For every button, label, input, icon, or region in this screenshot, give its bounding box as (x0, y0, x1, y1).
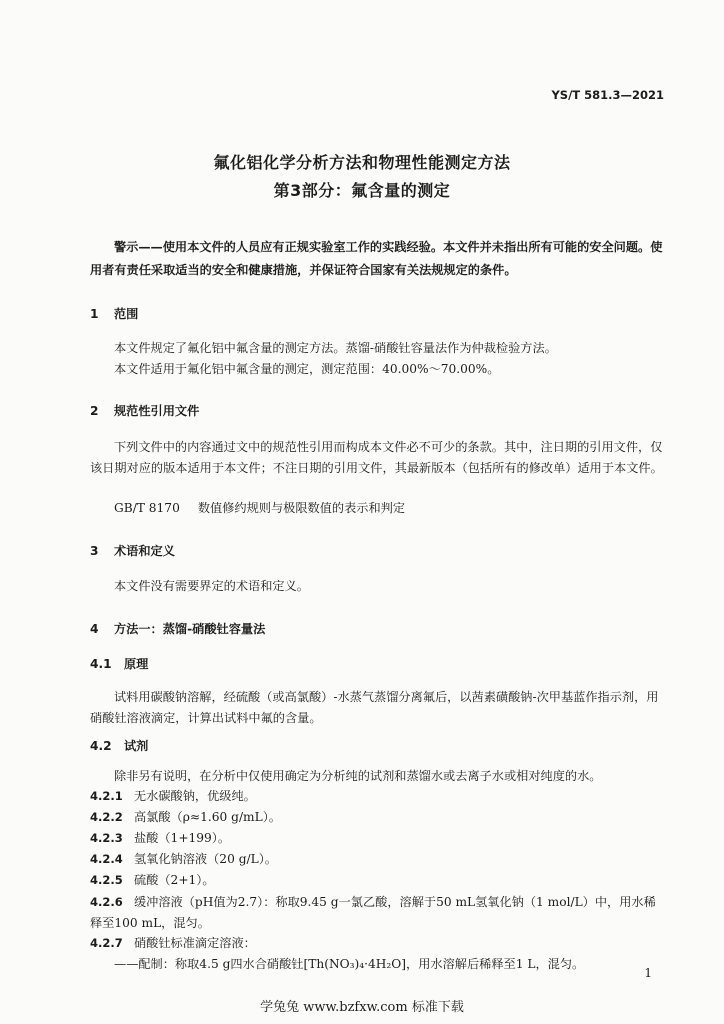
section-title: 规范性引用文件 (114, 404, 200, 418)
page-number: 1 (644, 966, 652, 980)
item-text: 硫酸（2+1）。 (134, 873, 215, 887)
reagent-item (90, 808, 281, 825)
subsection-heading-principle (90, 655, 148, 672)
subsection-number: 4.1 (90, 657, 112, 671)
reagent-item (90, 871, 215, 888)
paragraph: 下列文件中的内容通过文中的规范性引用而构成本文件必不可少的条款。其中，注日期的引用文件，仅该日期对应的版本适用于本文件；不注日期的引用文件，其最新版本（包括所有的修改单）适用于本文件。 (90, 440, 663, 475)
document-title: 氟化铝化学分析方法和物理性能测定方法 (213, 153, 511, 172)
paragraph: 本文件规定了氟化铝中氟含量的测定方法。蒸馏-硝酸钍容量法作为仲裁检验方法。 (114, 341, 557, 355)
reagent-item (90, 934, 256, 951)
item-number: 4.2.7 (90, 936, 123, 950)
item-text: 硝酸钍标准滴定溶液： (134, 936, 256, 950)
item-number: 4.2.5 (90, 873, 123, 887)
section-heading-method-one (90, 620, 265, 637)
paragraph: 试料用碳酸钠溶解，经硫酸（或高氯酸）-水蒸气蒸馏分离氟后，以茜素磺酸钠-次甲基蓝作指示剂，用硝酸钍溶液滴定，计算出试料中氟的含量。 (90, 690, 659, 725)
item-number: 4.2.2 (90, 810, 123, 824)
section-heading-terms (90, 542, 175, 559)
item-number: 4.2.3 (90, 831, 123, 845)
section-number: 2 (90, 404, 99, 418)
subsection-title: 试剂 (124, 739, 149, 753)
section-title: 术语和定义 (114, 544, 175, 558)
section-title: 方法一：蒸馏-硝酸钍容量法 (114, 622, 266, 636)
preparation-step: ——配制：称取4.5 g四水合硝酸钍[Th(NO₃)₄·4H₂O]，用水溶解后稀释至1 L，混匀。 (114, 957, 585, 971)
item-text: 缓冲溶液（pH值为2.7）：称取9.45 g一氯乙酸，溶解于50 mL氢氧化钠（1 mol/L）中，用水稀释至100 mL，混匀。 (90, 895, 656, 930)
section-heading-normative-references (90, 402, 199, 419)
reference-entry (114, 499, 405, 516)
footer-watermark: 学兔兔 www.bzfxw.com 标准下载 (260, 1000, 464, 1015)
item-text: 氢氧化钠溶液（20 g/L）。 (134, 852, 277, 866)
section-number: 3 (90, 544, 99, 558)
item-text: 高氯酸（ρ≈1.60 g/mL）。 (134, 810, 281, 824)
subsection-heading-reagents (90, 737, 148, 754)
subsection-title: 原理 (124, 657, 149, 671)
subsection-number: 4.2 (90, 739, 112, 753)
section-number: 1 (90, 307, 99, 321)
reagent-item (90, 850, 277, 867)
document-subtitle: 第3部分：氟含量的测定 (273, 181, 451, 200)
section-title: 范围 (114, 307, 139, 321)
item-number: 4.2.4 (90, 852, 123, 866)
reagent-item (90, 892, 664, 933)
section-heading-scope (90, 305, 138, 322)
paragraph: 本文件适用于氟化铝中氟含量的测定，测定范围：40.00%～70.00%。 (114, 362, 500, 376)
section-number: 4 (90, 622, 99, 636)
item-text: 无水碳酸钠，优级纯。 (134, 789, 256, 803)
reference-code: GB/T 8170 (114, 501, 180, 515)
item-number: 4.2.1 (90, 789, 123, 803)
paragraph: 本文件没有需要界定的术语和定义。 (114, 579, 309, 593)
reagent-item (90, 829, 230, 846)
standard-code: YS/T 581.3—2021 (551, 88, 664, 102)
item-number: 4.2.6 (90, 895, 123, 909)
paragraph: 除非另有说明，在分析中仅使用确定为分析纯的试剂和蒸馏水或去离子水或相对纯度的水。 (114, 769, 602, 783)
reference-title: 数值修约规则与极限数值的表示和判定 (197, 501, 406, 515)
item-text: 盐酸（1+199）。 (134, 831, 231, 845)
warning-notice: 警示——使用本文件的人员应有正规实验室工作的实践经验。本文件并未指出所有可能的安全问题。使用者有责任采取适当的安全和健康措施，并保证符合国家有关法规规定的条件。 (90, 240, 663, 277)
reagent-item (90, 787, 256, 804)
